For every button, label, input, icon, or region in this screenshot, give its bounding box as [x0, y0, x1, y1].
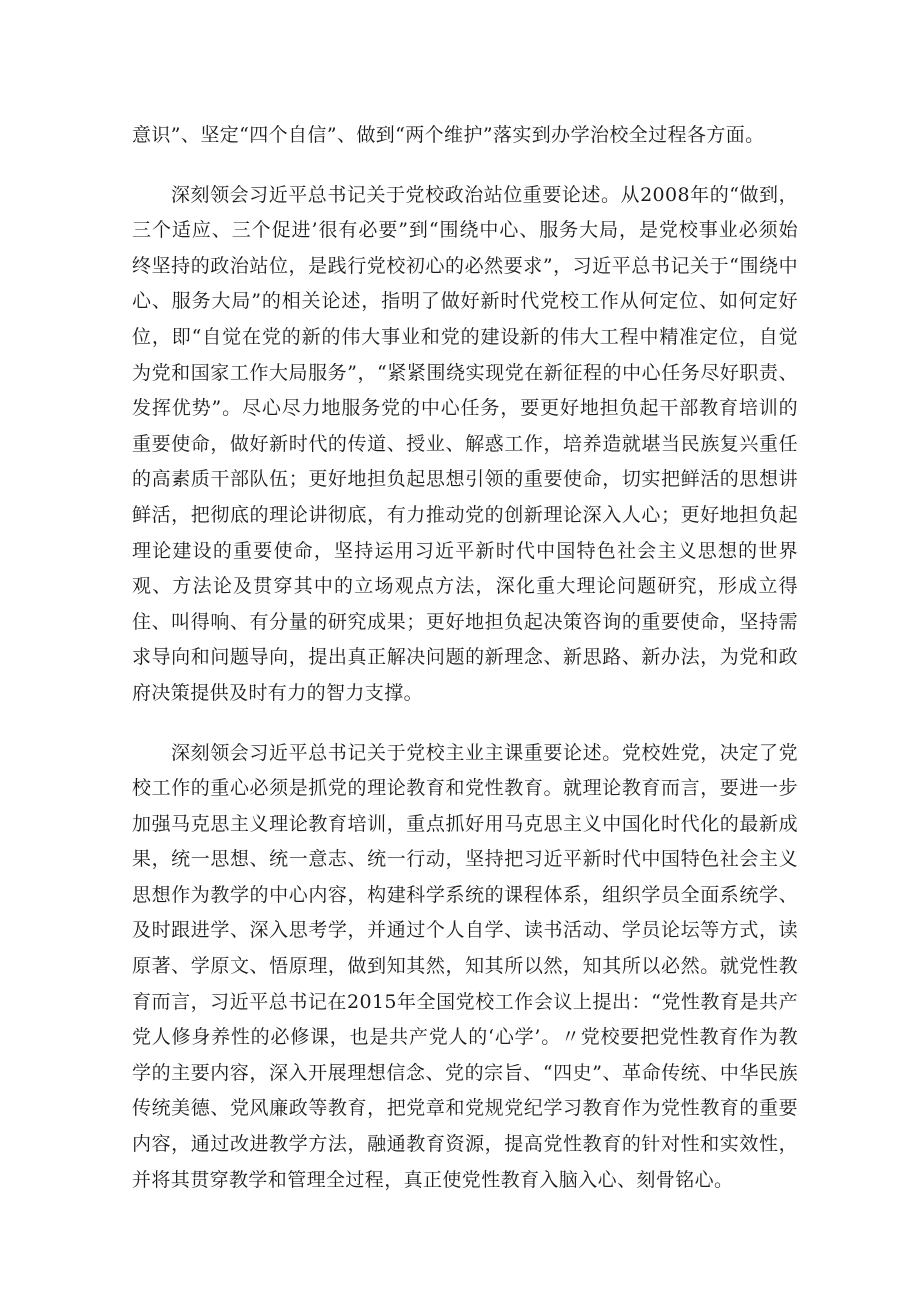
paragraph-main-courses: 深刻领会习近平总书记关于党校主业主课重要论述。党校姓党，决定了党校工作的重心必须是抓党的理论教育和党性教育。就理论教育而言，要进一步加强马克思主义理论教育培训，重点抓好用马克思主义中国化时代化的最新成果，统一思想、统一意志、统一行动，坚持把习近平新时代中国特色社会主义思想作为教学的中心内容，构建科学系统的课程体系，组织学员全面系统学、及时跟进学、深入思考学，并通过个人自学、读书活动、学员论坛等方式，读原著、学原文、悟原理，做到知其然，知其所以然，知其所以必然。就党性教育而言，习近平总书记在2015年全国党校工作会议上提出：“党性教育是共产党人修身养性的必修课，也是共产党人的‘心学’。〃党校要把党性教育作为教学的主要内容，深入开展理想信念、党的宗旨、“四史”、革命传统、中华民族传统美德、党风廉政等教育，把党章和党规党纪学习教育作为党性教育的重要内容，通过改进教学方法，融通教育资源，提高党性教育的针对性和实效性，并将其贯穿教学和管理全过程，真正使党性教育入脑入心、刻骨铭心。 — [132, 741, 798, 1191]
paragraph-political-stance: 深刻领会习近平总书记关于党校政治站位重要论述。从2008年的“做到，三个适应、三个促进’很有必要”到“围绕中心、服务大局，是党校事业必须始终坚持的政治站位，是践行党校初心的必然要求”，习近平总书记关于“围绕中心、服务大局”的相关论述，指明了做好新时代党校工作从何定位、如何定好位，即“自觉在党的新的伟大事业和党的建设新的伟大工程中精准定位，自觉为党和国家工作大局服务”，“紧紧围绕实现党在新征程的中心任务尽好职责、发挥优势”。尽心尽力地服务党的中心任务，要更好地担负起干部教育培训的重要使命，做好新时代的传道、授业、解惑工作，培养造就堪当民族复兴重任的高素质干部队伍；更好地担负起思想引领的重要使命，切实把鲜活的思想讲鲜活，把彻底的理论讲彻底，有力推动党的创新理论深入人心；更好地担负起理论建设的重要使命，坚持运用习近平新时代中国特色社会主义思想的世界观、方法论及贯穿其中的立场观点方法，深化重大理论问题研究，形成立得住、叫得响、有分量的研究成果；更好地担负起决策咨询的重要使命，坚持需求导向和问题导向，提出真正解决问题的新理念、新思路、新办法，为党和政府决策提供及时有力的智力支撑。 — [132, 183, 798, 704]
paragraph-continuation: 意识”、坚定“四个自信”、做到“两个维护”落实到办学治校全过程各方面。 — [132, 124, 765, 146]
